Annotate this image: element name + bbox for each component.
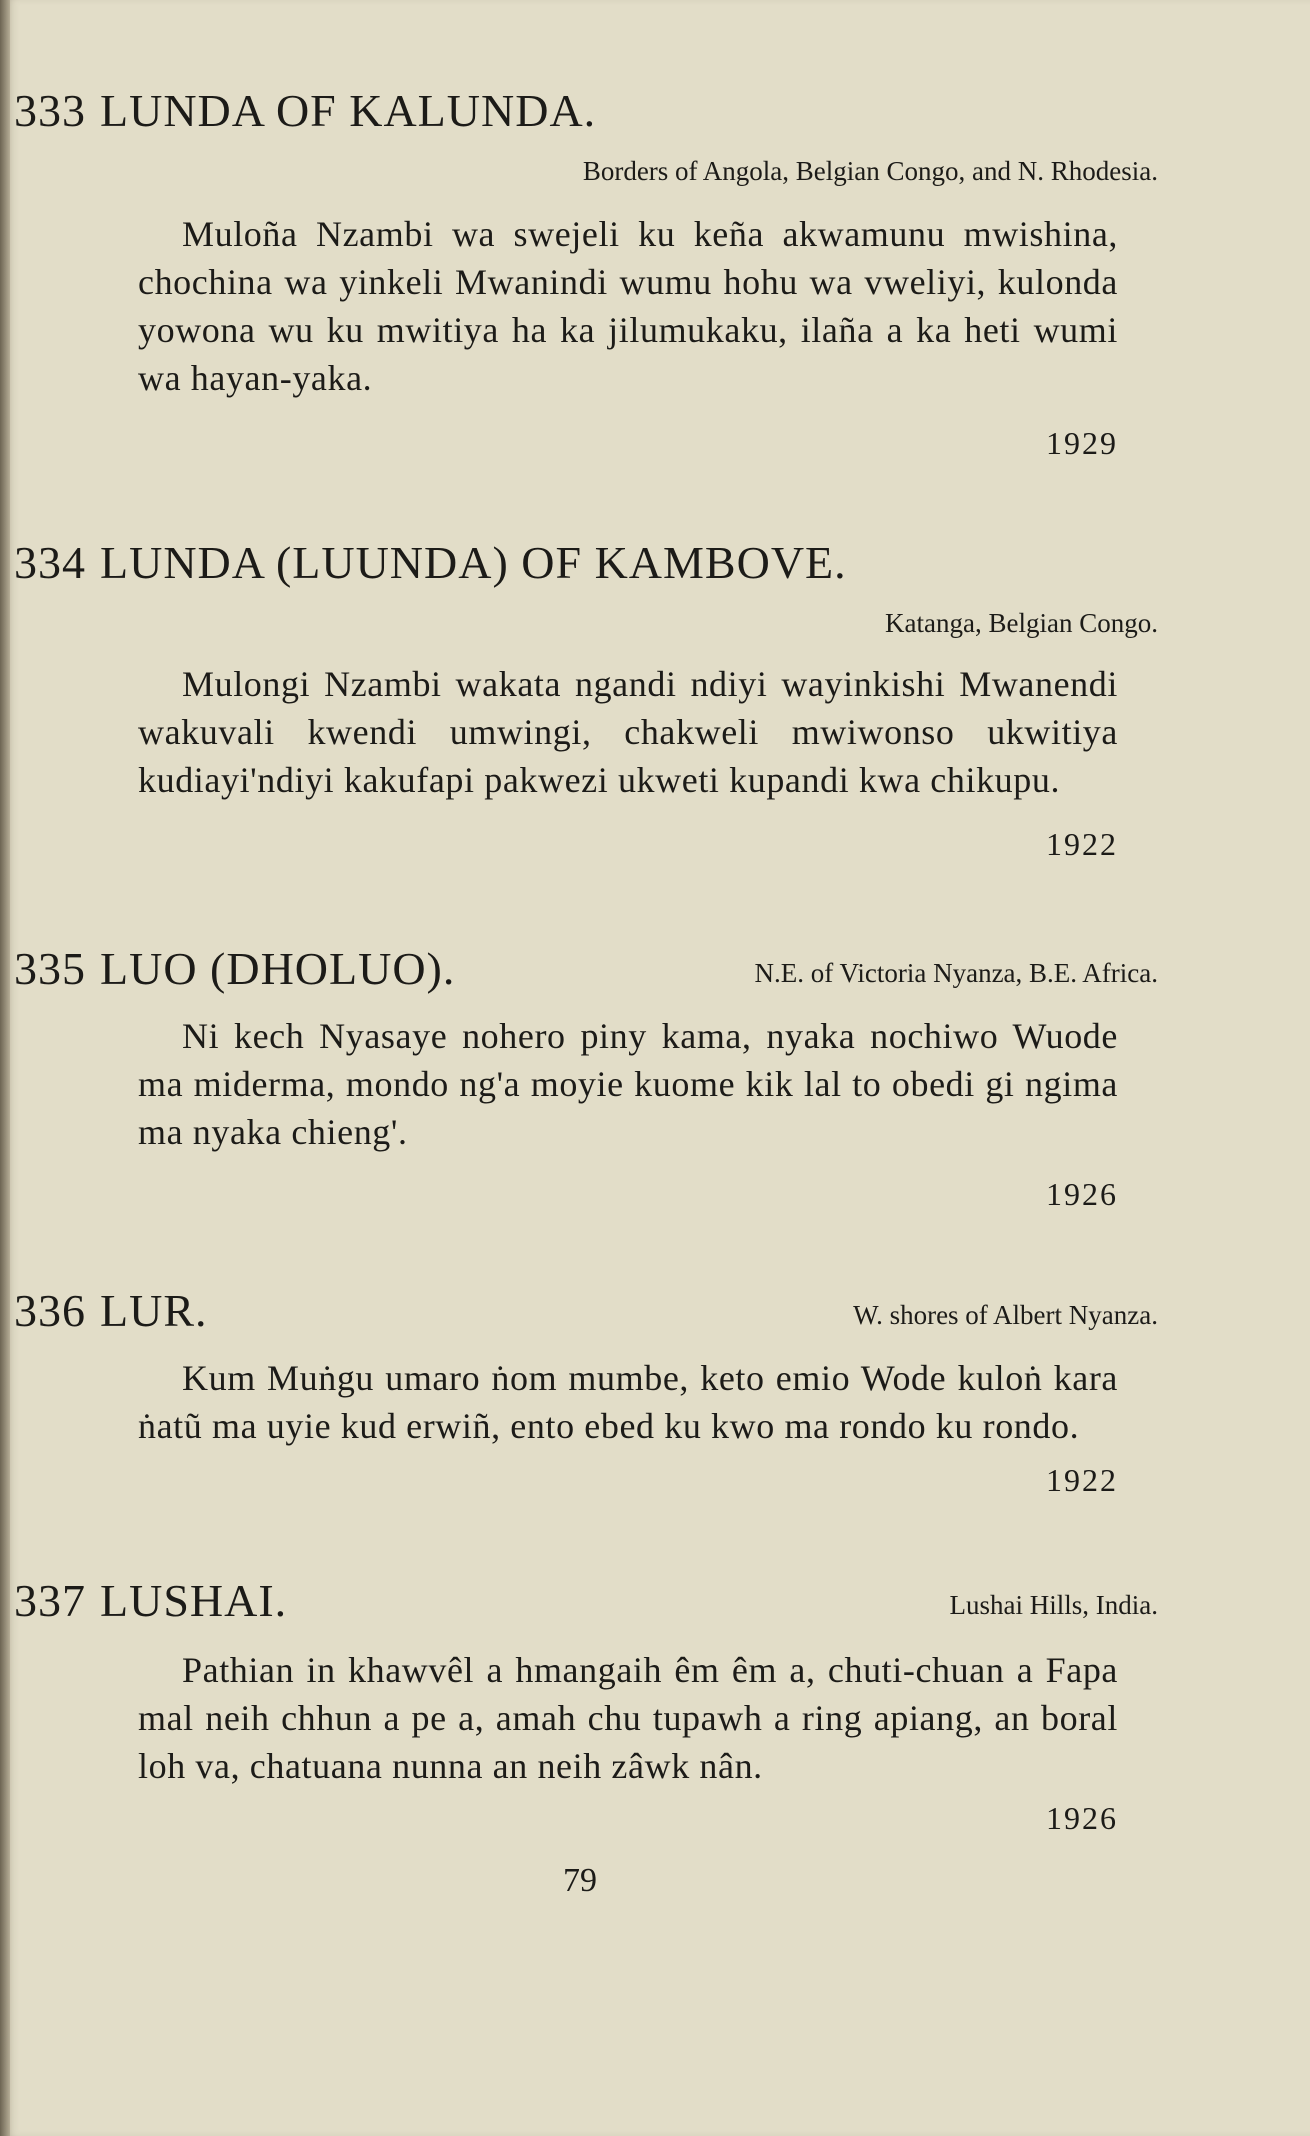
page-spine-edge <box>0 0 10 2136</box>
scripture-text: Kum Muṅgu umaro ṅom mumbe, keto emio Wode kuloṅ kara ṅatũ ma uyie kud erwiñ, ento ebed ku kwo ma rondo ku rondo. <box>138 1358 1118 1446</box>
entry-heading <box>14 536 847 589</box>
region-label: Katanga, Belgian Congo. <box>885 608 1158 638</box>
entry-heading <box>14 84 596 137</box>
language-name: LUR. <box>100 1285 208 1336</box>
entry-number: 334 <box>14 537 86 588</box>
year-label: 1922 <box>1046 1462 1118 1498</box>
entry-number: 333 <box>14 85 86 136</box>
entry-heading <box>14 1284 208 1337</box>
entry-number: 337 <box>14 1575 86 1626</box>
scripture-text: Mulongi Nzambi wakata ngandi ndiyi wayinkishi Mwanendi wakuvali kwendi umwingi, chakweli mwiwonso ukwitiya kudiayi'ndiyi kakufapi pakwezi ukweti kupandi kwa chikupu. <box>138 664 1118 800</box>
scripture-text: Ni kech Nyasaye nohero piny kama, nyaka nochiwo Wuode ma miderma, mondo ng'a moyie kuome kik lal to obedi gi ngima ma nyaka chieng'. <box>138 1016 1118 1152</box>
entry-heading <box>14 1574 287 1627</box>
year-label: 1929 <box>1046 425 1118 461</box>
page-number: 79 <box>563 1862 597 1899</box>
year-label: 1926 <box>1046 1800 1118 1836</box>
language-name: LUO (DHOLUO). <box>100 943 456 994</box>
language-name: LUNDA OF KALUNDA. <box>100 85 597 136</box>
language-name: LUNDA (LUUNDA) OF KAMBOVE. <box>100 537 847 588</box>
language-name: LUSHAI. <box>100 1575 288 1626</box>
scripture-text: Muloña Nzambi wa swejeli ku keña akwamunu mwishina, chochina wa yinkeli Mwanindi wumu hohu wa vweliyi, kulonda yowona wu ku mwitiya ha ka jilumukaku, ilaña a ka heti wumi wa hayan-yaka. <box>138 214 1118 398</box>
region-label: Borders of Angola, Belgian Congo, and N. Rhodesia. <box>582 156 1158 186</box>
year-label: 1922 <box>1046 826 1118 862</box>
region-label: N.E. of Victoria Nyanza, B.E. Africa. <box>754 958 1158 988</box>
region-label: W. shores of Albert Nyanza. <box>853 1300 1158 1330</box>
year-label: 1926 <box>1046 1176 1118 1212</box>
entry-number: 335 <box>14 943 86 994</box>
entry-number: 336 <box>14 1285 86 1336</box>
entry-heading <box>14 942 455 995</box>
scripture-text: Pathian in khawvêl a hmangaih êm êm a, chuti-chuan a Fapa mal neih chhun a pe a, amah chu tupawh a ring apiang, an boral loh va, chatuana nunna an neih zâwk nân. <box>138 1650 1118 1786</box>
region-label: Lushai Hills, India. <box>949 1590 1158 1620</box>
